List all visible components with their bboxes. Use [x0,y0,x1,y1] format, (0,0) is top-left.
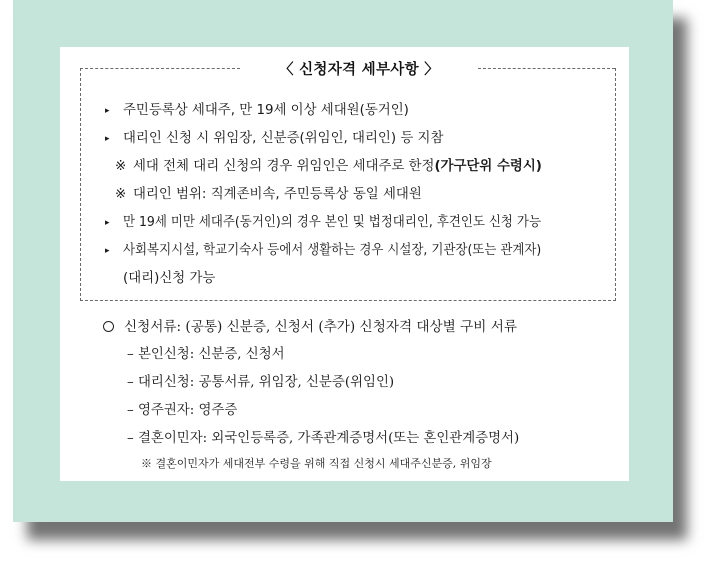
eligibility-line-3 [105,211,572,230]
dash-icon: – [127,431,134,446]
circle-bullet-icon [103,321,114,332]
eligibility-note-1 [115,155,542,174]
eligibility-line-2 [105,127,443,146]
note-bold-text: (가구단위 수령시) [434,159,542,174]
line-text: 대리인 신청 시 위임장, 신분증(위임인, 대리인) 등 지참 [123,131,444,146]
bullet-icon: ▸ [105,246,110,256]
document-item-text: 대리신청: 공통서류, 위임장, 신분증(위임인) [137,375,395,390]
teal-background-frame [13,0,673,522]
document-item-text: 영주권자: 영주증 [137,403,238,418]
bullet-icon: ▸ [105,134,110,144]
documents-heading [103,315,517,335]
eligibility-note-2 [115,183,422,202]
document-item-2 [127,371,394,390]
document-item-text: 결혼이민자: 외국인등록증, 가족관계증명서(또는 혼인관계증명서) [137,431,520,446]
box-top-border-right [478,68,615,69]
note-text: 세대 전체 대리 신청의 경우 위임인은 세대주로 한정 [133,159,435,174]
document-item-4 [127,427,519,446]
bullet-icon: ▸ [105,106,110,116]
bullet-icon: ▸ [105,218,110,228]
dash-icon: – [127,403,134,418]
document-page [60,47,629,481]
line-text: 주민등록상 세대주, 만 19세 이상 세대원(동거인) [123,103,409,118]
documents-note: ※ 결혼이민자가 세대전부 수령을 위해 직접 신청시 세대주신분증, 위임장 [141,457,492,470]
document-item-3 [127,399,237,418]
box-top-border-left [80,68,240,69]
line-text: 만 19세 미만 세대주(동거인)의 경우 본인 및 법정대리인, 후견인도 신청 가능 [123,215,541,230]
document-item-text: 본인신청: 신분증, 신청서 [137,347,285,362]
eligibility-line-4 [105,239,573,258]
dash-icon: – [127,375,134,390]
document-item-1 [127,343,285,362]
reference-mark-icon: ※ [115,187,127,202]
eligibility-line-1 [105,99,409,118]
reference-mark-icon: ※ [115,159,127,174]
line-text: 사회복지시설, 학교기숙사 등에서 생활하는 경우 시설장, 기관장(또는 관계자) [123,243,542,258]
eligibility-line-4-continued: (대리)신청 가능 [123,271,216,286]
box-title: 〈 신청자격 세부사항 〉 [278,62,440,78]
documents-heading-text: 신청서류: (공통) 신분증, 신청서 (추가) 신청자격 대상별 구비 서류 [124,319,517,335]
dash-icon: – [127,347,134,362]
note-text: 대리인 범위: 직계존비속, 주민등록상 동일 세대원 [133,187,422,202]
